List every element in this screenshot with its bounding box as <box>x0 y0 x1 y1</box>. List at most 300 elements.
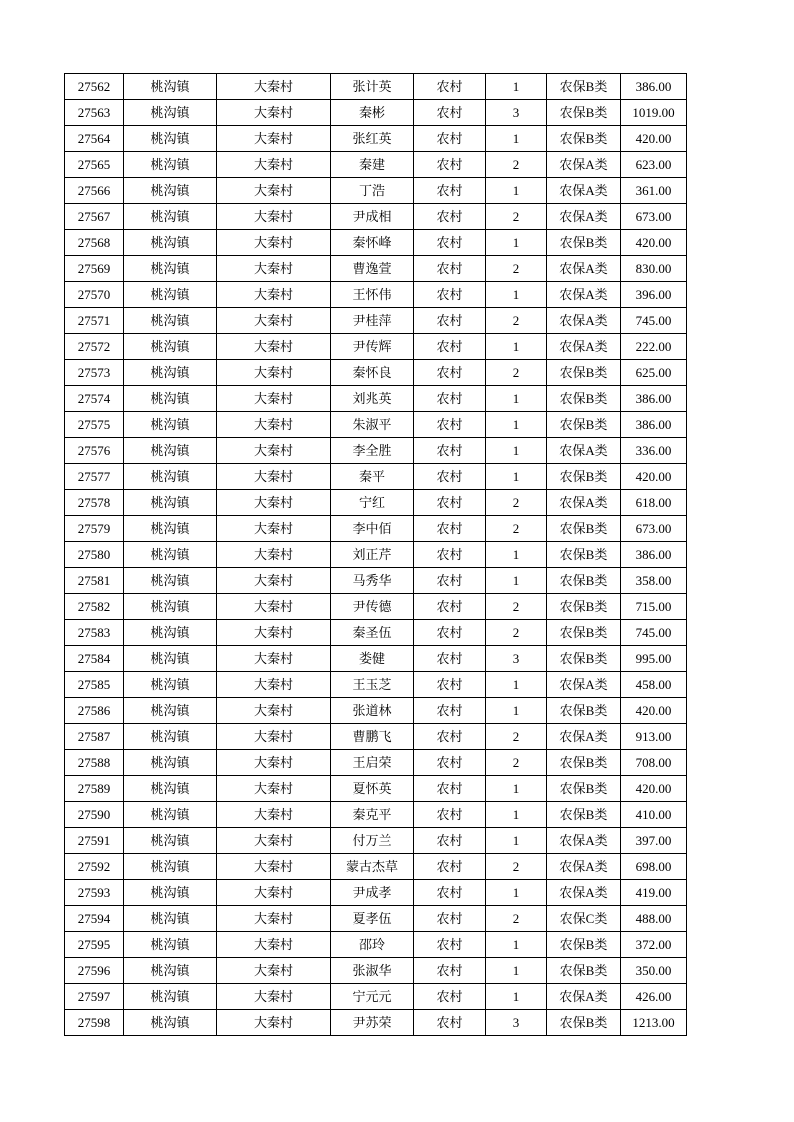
amount-cell: 222.00 <box>621 334 687 360</box>
person-name-cell: 丁浩 <box>331 178 414 204</box>
village-cell: 大秦村 <box>217 282 331 308</box>
record-id-cell: 27570 <box>65 282 124 308</box>
record-id-cell: 27594 <box>65 906 124 932</box>
record-id-cell: 27562 <box>65 74 124 100</box>
amount-cell: 350.00 <box>621 958 687 984</box>
table-row <box>65 438 687 464</box>
town-cell: 桃沟镇 <box>124 282 217 308</box>
person-count-cell: 2 <box>486 750 547 776</box>
person-count-cell: 2 <box>486 308 547 334</box>
record-id-cell: 27592 <box>65 854 124 880</box>
person-name-cell: 娄健 <box>331 646 414 672</box>
village-cell: 大秦村 <box>217 698 331 724</box>
record-id-cell: 27580 <box>65 542 124 568</box>
amount-cell: 420.00 <box>621 230 687 256</box>
residence-type-cell: 农村 <box>414 932 486 958</box>
person-count-cell: 1 <box>486 438 547 464</box>
record-id-cell: 27586 <box>65 698 124 724</box>
town-cell: 桃沟镇 <box>124 646 217 672</box>
village-cell: 大秦村 <box>217 984 331 1010</box>
insurance-category-cell: 农保B类 <box>547 360 621 386</box>
town-cell: 桃沟镇 <box>124 542 217 568</box>
residence-type-cell: 农村 <box>414 542 486 568</box>
residence-type-cell: 农村 <box>414 438 486 464</box>
person-name-cell: 秦彬 <box>331 100 414 126</box>
record-id-cell: 27575 <box>65 412 124 438</box>
town-cell: 桃沟镇 <box>124 568 217 594</box>
record-id-cell: 27579 <box>65 516 124 542</box>
table-row <box>65 412 687 438</box>
insurance-category-cell: 农保B类 <box>547 698 621 724</box>
table-row <box>65 490 687 516</box>
residence-type-cell: 农村 <box>414 984 486 1010</box>
person-name-cell: 夏孝伍 <box>331 906 414 932</box>
person-count-cell: 1 <box>486 126 547 152</box>
person-count-cell: 2 <box>486 906 547 932</box>
amount-cell: 420.00 <box>621 698 687 724</box>
record-id-cell: 27578 <box>65 490 124 516</box>
person-name-cell: 刘兆英 <box>331 386 414 412</box>
person-count-cell: 2 <box>486 256 547 282</box>
town-cell: 桃沟镇 <box>124 594 217 620</box>
person-name-cell: 马秀华 <box>331 568 414 594</box>
record-id-cell: 27582 <box>65 594 124 620</box>
table-row <box>65 672 687 698</box>
amount-cell: 458.00 <box>621 672 687 698</box>
insurance-category-cell: 农保B类 <box>547 1010 621 1036</box>
residence-type-cell: 农村 <box>414 386 486 412</box>
person-name-cell: 秦怀峰 <box>331 230 414 256</box>
town-cell: 桃沟镇 <box>124 230 217 256</box>
amount-cell: 625.00 <box>621 360 687 386</box>
record-id-cell: 27597 <box>65 984 124 1010</box>
amount-cell: 386.00 <box>621 386 687 412</box>
table-row <box>65 802 687 828</box>
record-id-cell: 27581 <box>65 568 124 594</box>
amount-cell: 386.00 <box>621 74 687 100</box>
person-count-cell: 2 <box>486 152 547 178</box>
village-cell: 大秦村 <box>217 906 331 932</box>
town-cell: 桃沟镇 <box>124 178 217 204</box>
village-cell: 大秦村 <box>217 646 331 672</box>
residence-type-cell: 农村 <box>414 412 486 438</box>
residence-type-cell: 农村 <box>414 724 486 750</box>
amount-cell: 426.00 <box>621 984 687 1010</box>
amount-cell: 420.00 <box>621 776 687 802</box>
amount-cell: 372.00 <box>621 932 687 958</box>
person-name-cell: 李全胜 <box>331 438 414 464</box>
insurance-category-cell: 农保A类 <box>547 204 621 230</box>
amount-cell: 396.00 <box>621 282 687 308</box>
person-name-cell: 尹桂萍 <box>331 308 414 334</box>
table-row <box>65 958 687 984</box>
subsidy-table <box>64 73 687 1036</box>
town-cell: 桃沟镇 <box>124 126 217 152</box>
town-cell: 桃沟镇 <box>124 256 217 282</box>
person-name-cell: 张红英 <box>331 126 414 152</box>
town-cell: 桃沟镇 <box>124 698 217 724</box>
residence-type-cell: 农村 <box>414 802 486 828</box>
village-cell: 大秦村 <box>217 880 331 906</box>
amount-cell: 420.00 <box>621 464 687 490</box>
town-cell: 桃沟镇 <box>124 386 217 412</box>
town-cell: 桃沟镇 <box>124 74 217 100</box>
table-row <box>65 854 687 880</box>
table-row <box>65 464 687 490</box>
insurance-category-cell: 农保B类 <box>547 126 621 152</box>
person-name-cell: 张计英 <box>331 74 414 100</box>
amount-cell: 361.00 <box>621 178 687 204</box>
person-name-cell: 张道林 <box>331 698 414 724</box>
table-row <box>65 256 687 282</box>
table-row <box>65 750 687 776</box>
village-cell: 大秦村 <box>217 854 331 880</box>
record-id-cell: 27566 <box>65 178 124 204</box>
person-count-cell: 1 <box>486 412 547 438</box>
record-id-cell: 27572 <box>65 334 124 360</box>
person-count-cell: 3 <box>486 100 547 126</box>
record-id-cell: 27583 <box>65 620 124 646</box>
town-cell: 桃沟镇 <box>124 412 217 438</box>
village-cell: 大秦村 <box>217 490 331 516</box>
residence-type-cell: 农村 <box>414 828 486 854</box>
village-cell: 大秦村 <box>217 204 331 230</box>
record-id-cell: 27563 <box>65 100 124 126</box>
person-name-cell: 张淑华 <box>331 958 414 984</box>
amount-cell: 715.00 <box>621 594 687 620</box>
town-cell: 桃沟镇 <box>124 880 217 906</box>
village-cell: 大秦村 <box>217 542 331 568</box>
village-cell: 大秦村 <box>217 724 331 750</box>
person-count-cell: 2 <box>486 516 547 542</box>
record-id-cell: 27595 <box>65 932 124 958</box>
amount-cell: 673.00 <box>621 516 687 542</box>
person-name-cell: 邵玲 <box>331 932 414 958</box>
table-row <box>65 620 687 646</box>
record-id-cell: 27564 <box>65 126 124 152</box>
record-id-cell: 27577 <box>65 464 124 490</box>
record-id-cell: 27565 <box>65 152 124 178</box>
residence-type-cell: 农村 <box>414 74 486 100</box>
town-cell: 桃沟镇 <box>124 308 217 334</box>
residence-type-cell: 农村 <box>414 698 486 724</box>
record-id-cell: 27569 <box>65 256 124 282</box>
residence-type-cell: 农村 <box>414 568 486 594</box>
residence-type-cell: 农村 <box>414 620 486 646</box>
town-cell: 桃沟镇 <box>124 958 217 984</box>
residence-type-cell: 农村 <box>414 646 486 672</box>
insurance-category-cell: 农保B类 <box>547 100 621 126</box>
insurance-category-cell: 农保B类 <box>547 802 621 828</box>
record-id-cell: 27593 <box>65 880 124 906</box>
record-id-cell: 27590 <box>65 802 124 828</box>
table-row <box>65 1010 687 1036</box>
insurance-category-cell: 农保A类 <box>547 854 621 880</box>
person-name-cell: 蒙古杰草 <box>331 854 414 880</box>
insurance-category-cell: 农保A类 <box>547 178 621 204</box>
table-row <box>65 698 687 724</box>
town-cell: 桃沟镇 <box>124 724 217 750</box>
table-row <box>65 568 687 594</box>
insurance-category-cell: 农保B类 <box>547 74 621 100</box>
amount-cell: 745.00 <box>621 620 687 646</box>
village-cell: 大秦村 <box>217 412 331 438</box>
residence-type-cell: 农村 <box>414 672 486 698</box>
table-row <box>65 646 687 672</box>
village-cell: 大秦村 <box>217 594 331 620</box>
village-cell: 大秦村 <box>217 568 331 594</box>
village-cell: 大秦村 <box>217 750 331 776</box>
amount-cell: 708.00 <box>621 750 687 776</box>
table-row <box>65 100 687 126</box>
town-cell: 桃沟镇 <box>124 906 217 932</box>
person-name-cell: 秦克平 <box>331 802 414 828</box>
table-row <box>65 178 687 204</box>
table-row <box>65 386 687 412</box>
record-id-cell: 27571 <box>65 308 124 334</box>
town-cell: 桃沟镇 <box>124 750 217 776</box>
insurance-category-cell: 农保B类 <box>547 412 621 438</box>
town-cell: 桃沟镇 <box>124 334 217 360</box>
table-row <box>65 360 687 386</box>
insurance-category-cell: 农保B类 <box>547 646 621 672</box>
person-count-cell: 1 <box>486 672 547 698</box>
amount-cell: 698.00 <box>621 854 687 880</box>
table-row <box>65 984 687 1010</box>
person-name-cell: 曹鹏飞 <box>331 724 414 750</box>
person-count-cell: 1 <box>486 282 547 308</box>
person-count-cell: 1 <box>486 334 547 360</box>
record-id-cell: 27574 <box>65 386 124 412</box>
town-cell: 桃沟镇 <box>124 802 217 828</box>
table-row <box>65 516 687 542</box>
amount-cell: 623.00 <box>621 152 687 178</box>
person-name-cell: 刘正芹 <box>331 542 414 568</box>
person-name-cell: 王怀伟 <box>331 282 414 308</box>
village-cell: 大秦村 <box>217 126 331 152</box>
residence-type-cell: 农村 <box>414 880 486 906</box>
residence-type-cell: 农村 <box>414 750 486 776</box>
person-count-cell: 1 <box>486 230 547 256</box>
amount-cell: 386.00 <box>621 542 687 568</box>
residence-type-cell: 农村 <box>414 256 486 282</box>
table-row <box>65 906 687 932</box>
town-cell: 桃沟镇 <box>124 984 217 1010</box>
table-body <box>65 74 687 1036</box>
residence-type-cell: 农村 <box>414 152 486 178</box>
insurance-category-cell: 农保A类 <box>547 724 621 750</box>
record-id-cell: 27587 <box>65 724 124 750</box>
person-name-cell: 尹苏荣 <box>331 1010 414 1036</box>
residence-type-cell: 农村 <box>414 308 486 334</box>
insurance-category-cell: 农保A类 <box>547 256 621 282</box>
residence-type-cell: 农村 <box>414 282 486 308</box>
person-name-cell: 秦圣伍 <box>331 620 414 646</box>
residence-type-cell: 农村 <box>414 360 486 386</box>
residence-type-cell: 农村 <box>414 776 486 802</box>
residence-type-cell: 农村 <box>414 204 486 230</box>
person-count-cell: 2 <box>486 594 547 620</box>
village-cell: 大秦村 <box>217 74 331 100</box>
village-cell: 大秦村 <box>217 828 331 854</box>
village-cell: 大秦村 <box>217 100 331 126</box>
person-count-cell: 1 <box>486 698 547 724</box>
village-cell: 大秦村 <box>217 672 331 698</box>
residence-type-cell: 农村 <box>414 854 486 880</box>
town-cell: 桃沟镇 <box>124 100 217 126</box>
person-count-cell: 2 <box>486 724 547 750</box>
person-count-cell: 1 <box>486 802 547 828</box>
village-cell: 大秦村 <box>217 256 331 282</box>
record-id-cell: 27585 <box>65 672 124 698</box>
amount-cell: 1213.00 <box>621 1010 687 1036</box>
insurance-category-cell: 农保A类 <box>547 984 621 1010</box>
amount-cell: 913.00 <box>621 724 687 750</box>
person-count-cell: 1 <box>486 464 547 490</box>
village-cell: 大秦村 <box>217 178 331 204</box>
table-row <box>65 828 687 854</box>
insurance-category-cell: 农保A类 <box>547 282 621 308</box>
residence-type-cell: 农村 <box>414 126 486 152</box>
residence-type-cell: 农村 <box>414 100 486 126</box>
person-name-cell: 秦建 <box>331 152 414 178</box>
town-cell: 桃沟镇 <box>124 776 217 802</box>
person-count-cell: 1 <box>486 880 547 906</box>
person-count-cell: 2 <box>486 360 547 386</box>
amount-cell: 673.00 <box>621 204 687 230</box>
person-count-cell: 3 <box>486 646 547 672</box>
person-count-cell: 1 <box>486 178 547 204</box>
amount-cell: 1019.00 <box>621 100 687 126</box>
village-cell: 大秦村 <box>217 932 331 958</box>
town-cell: 桃沟镇 <box>124 854 217 880</box>
amount-cell: 995.00 <box>621 646 687 672</box>
town-cell: 桃沟镇 <box>124 464 217 490</box>
person-name-cell: 夏怀英 <box>331 776 414 802</box>
amount-cell: 419.00 <box>621 880 687 906</box>
amount-cell: 336.00 <box>621 438 687 464</box>
table-row <box>65 334 687 360</box>
town-cell: 桃沟镇 <box>124 828 217 854</box>
village-cell: 大秦村 <box>217 516 331 542</box>
village-cell: 大秦村 <box>217 620 331 646</box>
person-count-cell: 1 <box>486 776 547 802</box>
person-name-cell: 李中佰 <box>331 516 414 542</box>
person-name-cell: 尹传辉 <box>331 334 414 360</box>
amount-cell: 358.00 <box>621 568 687 594</box>
town-cell: 桃沟镇 <box>124 490 217 516</box>
person-name-cell: 尹传德 <box>331 594 414 620</box>
village-cell: 大秦村 <box>217 334 331 360</box>
village-cell: 大秦村 <box>217 360 331 386</box>
record-id-cell: 27591 <box>65 828 124 854</box>
person-name-cell: 秦怀良 <box>331 360 414 386</box>
insurance-category-cell: 农保A类 <box>547 152 621 178</box>
village-cell: 大秦村 <box>217 152 331 178</box>
table-row <box>65 776 687 802</box>
insurance-category-cell: 农保A类 <box>547 308 621 334</box>
village-cell: 大秦村 <box>217 1010 331 1036</box>
village-cell: 大秦村 <box>217 958 331 984</box>
person-count-cell: 2 <box>486 854 547 880</box>
person-name-cell: 尹成孝 <box>331 880 414 906</box>
insurance-category-cell: 农保A类 <box>547 672 621 698</box>
amount-cell: 410.00 <box>621 802 687 828</box>
person-name-cell: 秦平 <box>331 464 414 490</box>
town-cell: 桃沟镇 <box>124 620 217 646</box>
table-row <box>65 880 687 906</box>
insurance-category-cell: 农保B类 <box>547 620 621 646</box>
residence-type-cell: 农村 <box>414 906 486 932</box>
table-row <box>65 542 687 568</box>
person-name-cell: 尹成相 <box>331 204 414 230</box>
person-name-cell: 朱淑平 <box>331 412 414 438</box>
town-cell: 桃沟镇 <box>124 932 217 958</box>
table-row <box>65 74 687 100</box>
insurance-category-cell: 农保A类 <box>547 334 621 360</box>
person-count-cell: 1 <box>486 958 547 984</box>
table-row <box>65 308 687 334</box>
insurance-category-cell: 农保B类 <box>547 776 621 802</box>
insurance-category-cell: 农保C类 <box>547 906 621 932</box>
residence-type-cell: 农村 <box>414 334 486 360</box>
record-id-cell: 27568 <box>65 230 124 256</box>
residence-type-cell: 农村 <box>414 594 486 620</box>
village-cell: 大秦村 <box>217 464 331 490</box>
village-cell: 大秦村 <box>217 308 331 334</box>
village-cell: 大秦村 <box>217 776 331 802</box>
record-id-cell: 27588 <box>65 750 124 776</box>
village-cell: 大秦村 <box>217 386 331 412</box>
table-row <box>65 204 687 230</box>
residence-type-cell: 农村 <box>414 178 486 204</box>
person-name-cell: 王玉芝 <box>331 672 414 698</box>
insurance-category-cell: 农保B类 <box>547 516 621 542</box>
person-count-cell: 2 <box>486 204 547 230</box>
residence-type-cell: 农村 <box>414 516 486 542</box>
insurance-category-cell: 农保B类 <box>547 542 621 568</box>
record-id-cell: 27598 <box>65 1010 124 1036</box>
record-id-cell: 27573 <box>65 360 124 386</box>
person-count-cell: 2 <box>486 620 547 646</box>
record-id-cell: 27576 <box>65 438 124 464</box>
person-count-cell: 1 <box>486 542 547 568</box>
table-row <box>65 282 687 308</box>
town-cell: 桃沟镇 <box>124 516 217 542</box>
person-count-cell: 1 <box>486 74 547 100</box>
insurance-category-cell: 农保A类 <box>547 828 621 854</box>
person-name-cell: 王启荣 <box>331 750 414 776</box>
insurance-category-cell: 农保A类 <box>547 438 621 464</box>
town-cell: 桃沟镇 <box>124 204 217 230</box>
insurance-category-cell: 农保B类 <box>547 594 621 620</box>
person-count-cell: 1 <box>486 932 547 958</box>
town-cell: 桃沟镇 <box>124 672 217 698</box>
person-count-cell: 1 <box>486 984 547 1010</box>
town-cell: 桃沟镇 <box>124 360 217 386</box>
table-row <box>65 126 687 152</box>
person-count-cell: 3 <box>486 1010 547 1036</box>
table-row <box>65 724 687 750</box>
insurance-category-cell: 农保B类 <box>547 386 621 412</box>
record-id-cell: 27589 <box>65 776 124 802</box>
table-row <box>65 152 687 178</box>
village-cell: 大秦村 <box>217 438 331 464</box>
insurance-category-cell: 农保B类 <box>547 932 621 958</box>
table-row <box>65 932 687 958</box>
amount-cell: 420.00 <box>621 126 687 152</box>
amount-cell: 745.00 <box>621 308 687 334</box>
